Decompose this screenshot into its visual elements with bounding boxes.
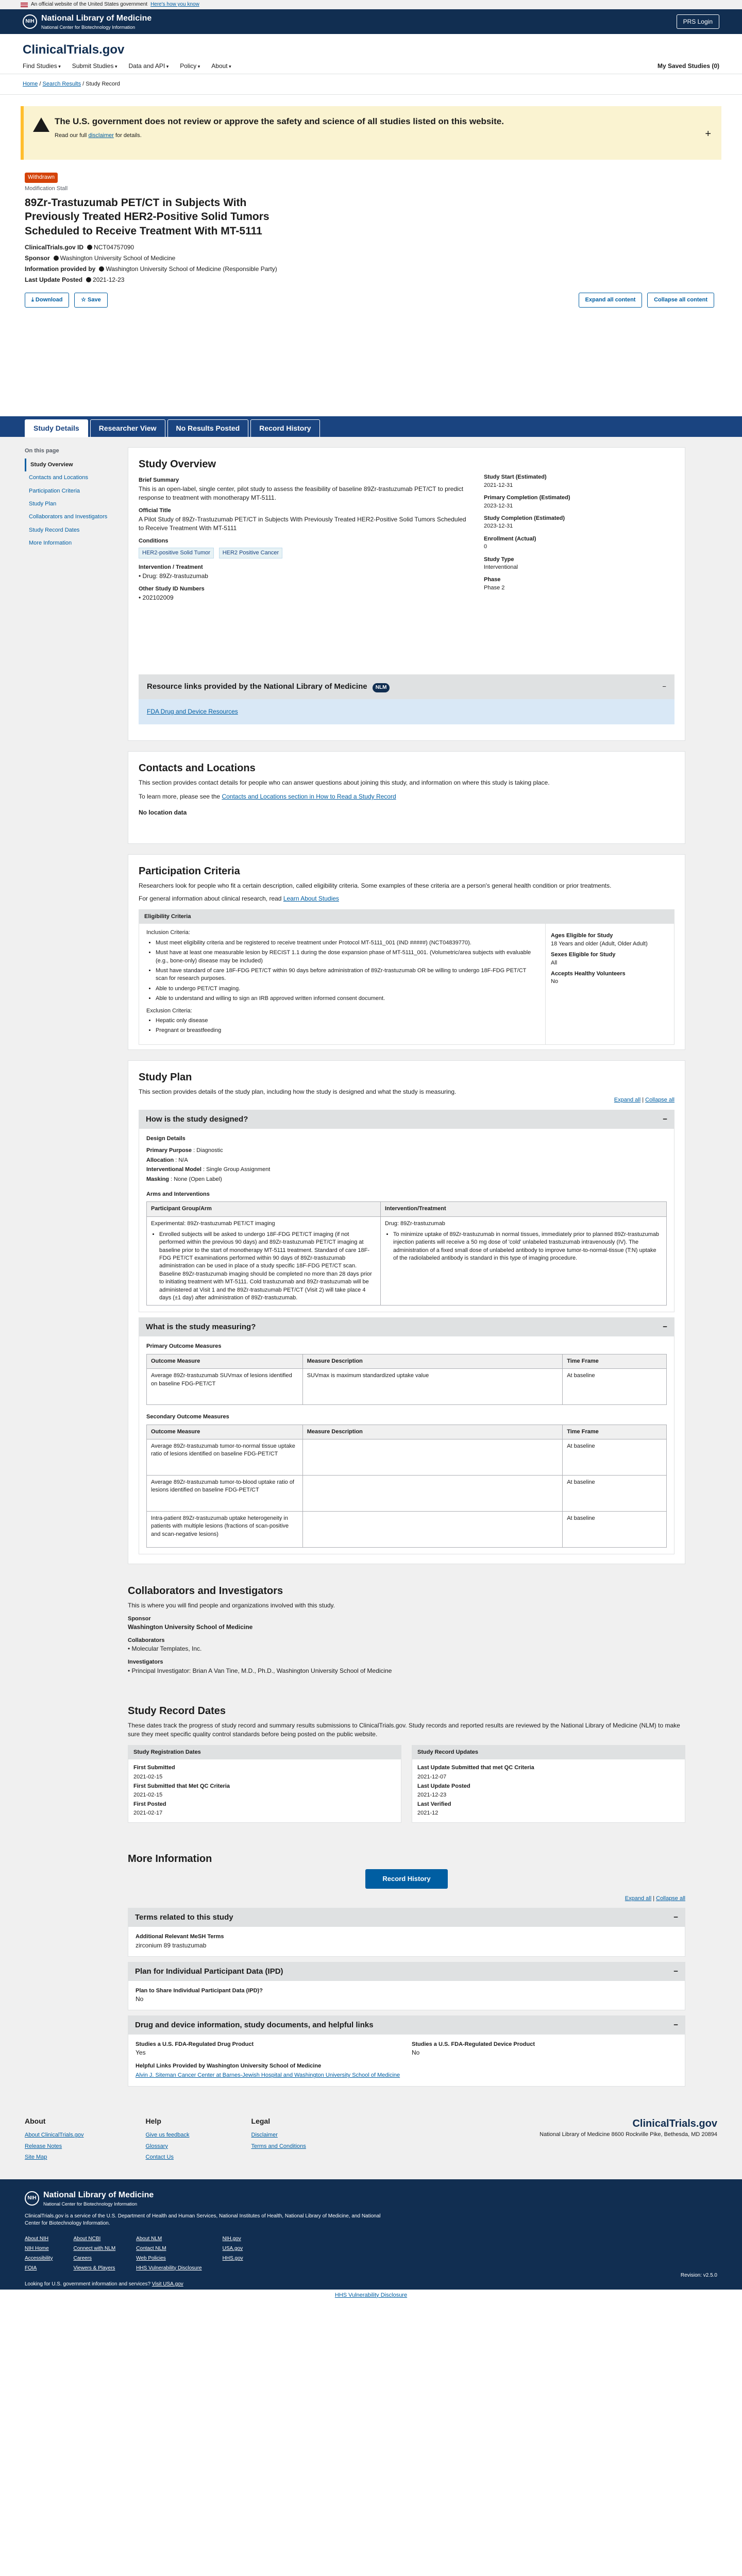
site-header	[0, 34, 742, 74]
status-note: Modification Stall	[25, 185, 68, 192]
exclusion-item: • Pregnant or breastfeeding	[156, 1027, 538, 1035]
us-flag-icon	[21, 3, 28, 7]
info-icon[interactable]	[54, 256, 59, 261]
collapse-icon: −	[673, 1913, 678, 1922]
study-header	[0, 160, 742, 437]
expand-alert-icon[interactable]: +	[705, 128, 711, 140]
footer-link[interactable]: Accessibility	[25, 2255, 53, 2261]
sidebar-item[interactable]: Collaborators and Investigators	[29, 514, 108, 520]
terms-accordion[interactable]: Terms related to this study −	[128, 1908, 685, 1927]
study-meta: ClinicalTrials.gov ID NCT04757090 Sponsor Washington University School of Medicine Information provided by Washington University School of Medicine (Responsible Party) Last Update Posted 2021-12-23	[25, 244, 277, 284]
footer-link[interactable]: Give us feedback	[145, 2132, 190, 2139]
collapse-icon: −	[673, 1967, 678, 1976]
drug-accordion[interactable]: Drug and device information, study documents, and helpful links −	[128, 2015, 685, 2035]
footer-link[interactable]: USA.gov	[222, 2245, 243, 2251]
usa-gov-link[interactable]: Visit USA.gov	[151, 2281, 183, 2287]
footer-link[interactable]: Disclaimer	[251, 2132, 278, 2139]
vulnerability-link[interactable]: HHS Vulnerability Disclosure	[334, 2292, 408, 2298]
download-button[interactable]: ⤓ Download	[25, 293, 69, 308]
collapse-icon[interactable]: −	[662, 683, 666, 691]
prs-login-button[interactable]: PRS Login	[677, 14, 719, 29]
inclusion-item: • Must have standard of care 18F-FDG PET/CT within 90 days before administration of 89Zr-trastuzumab OR be willing to undergo 18F-FDG PET/CT scan for research purposes.	[156, 967, 538, 983]
nlm-header	[0, 9, 742, 34]
nav-item[interactable]: Submit Studies ▾	[72, 62, 117, 71]
footer-logo: ClinicalTrials.gov National Library of Medicine 8600 Rockville Pike, Bethesda, MD 20894	[539, 2117, 717, 2138]
main-nav	[23, 62, 231, 71]
resource-title: Resource links provided by the National Library of Medicine	[147, 682, 367, 691]
footer-link[interactable]: Glossary	[145, 2143, 168, 2149]
intervention-desc: • To minimize uptake of 89Zr-trastuzumab in normal tissues, immediately prior to planned 89Zr-trastuzumab injection patients will receive a 50 mg dose of 'cold' unlabeled trastuzumab intravenously (IV). The administration of a fixed small dose of unlabeled antibody to improve tumor-to-normal-tissue (T:N) uptake of the radiolabeled antibody is standard in this type of imaging procedure.	[393, 1231, 662, 1263]
alert-title: The U.S. government does not review or approve the safety and science of all studies listed on this website.	[55, 116, 504, 127]
sidebar-title: On this page	[25, 448, 59, 454]
nav-item[interactable]: Data and API ▾	[128, 62, 168, 71]
inclusion-list	[156, 939, 538, 1003]
study-plan-card: Study Plan This section provides details of the study plan, including how the study is designed and what the study is measuring. Expand all | Collapse all How is the study designed? − Design Details Primary Purpose : Diagnostic Allocation : N/A Interventional Model : Single Group Assignment Masking : None (Open Label) Arms and Interventions Participant Group/Arm Intervention/Treatment Experimental: 89Zr-trastuzumab PET/CT imaging • Enrolled subjects will be asked to undergo 18F-FDG PET/CT imaging (if not performed within the previous 90 days) and 89Zr-trastuzumab PET/CT imaging at baseline prior to the start of monotherapy MT-5111 treatment. Standard of care 18F-FDG PET/CT examinations performed within 90 days of 89Zr-trastuzumab administration can be used in place of a study specific 18F-FDG PET/CT scan. Baseline 89Zr-trastuzumab imaging should be completed no more than 28 days prior to initiating treatment with MT-5111. Cold trastuzumab and 89Zr-trastuzumab will be administered at Visit 1 and the 89Zr-trastuzumab PET/CT (Visit 2) will take place 4 days (±1 day) after administration of 89Zr-trastuzumab. Drug: 89Zr-trastuzumab • To minimize uptake of 89Zr-trastuzumab in normal tissues, immediately prior to planned 89Zr-trastuzumab injection patients will receive a 50 mg dose of 'cold' unlabeled trastuzumab intravenously (IV). The administration of a fixed small dose of unlabeled antibody to improve tumor-to-normal-tissue (T:N) uptake of the radiolabeled antibody is standard in this type of imaging procedure. What is the study measuring? − Primary Outcome Measures Outcome Measure Measure Description Time Frame Average 89Zr-trastuzumab SUVmax of lesions identified on baseline FDG-PET/CT SUVmax is maximum standardized uptake value At baseline Secondary Outcome Measures Outcome Measure Measure Description Time Frame Average 89Zr-trastuzumab tumor-to-normal tissue uptake ratio of lesions identified on baseline FDG-PET/CT At baseline Average 89Zr-trastuzumab tumor-to-blood uptake ratio of lesions identified on baseline FDG-PET/CT At baseline Intra-patient 89Zr-trastuzumab uptake heterogeneity in patients with multiple lesions (fractions of scan-positive and scan-negative lesions) At baseline	[128, 1060, 685, 1564]
footer-link[interactable]: Site Map	[25, 2154, 47, 2161]
warning-icon	[33, 117, 49, 132]
page-title: 89Zr-Trastuzumab PET/CT in Subjects With Previously Treated HER2-Positive Solid Tumors Scheduled to Receive Treatment With MT-5111	[25, 197, 269, 237]
saved-studies-link[interactable]: My Saved Studies (0)	[657, 62, 719, 70]
resource-links	[139, 674, 674, 724]
collapse-all-button[interactable]: Collapse all content	[647, 293, 714, 308]
plan-collapse-all[interactable]: Collapse all	[645, 1097, 674, 1104]
inclusion-item: • Able to undergo PET/CT imaging.	[156, 985, 538, 993]
helpful-link[interactable]: Alvin J. Siteman Cancer Center at Barnes-Jewish Hospital and Washington University School of Medicine	[136, 2072, 400, 2079]
inclusion-item: • Must have at least one measurable lesion by RECIST 1.1 during the dose expansion phase of MT-5111_001. (Volumetric/area subjects with evaluable (e.g., bone-only) disease may be included)	[156, 949, 538, 965]
criteria-title: Participation Criteria	[139, 866, 240, 877]
alert-text: Read our full disclaimer for details.	[55, 132, 142, 139]
sidebar	[25, 437, 128, 2106]
more-card: More Information Record History Expand all | Collapse all Terms related to this study − Additional Relevant MeSH Terms zirconium 89 trastuzumab Plan for Individual Participant Data (IPD) − Plan to Share Individual Participant Data (IPD)? No Drug and device information, study documents, and helpful links − Studies a U.S. FDA-Regulated Drug Product Yes Studies a U.S. FDA-Regulated Device Product No Helpful Links Provided by Washington University School of Medicine Alvin J. Siteman Cancer Center at Barnes-Jewish Hospital and Washington University School of Medicine	[128, 1842, 685, 2096]
sidebar-item[interactable]: More Information	[29, 540, 72, 547]
footer-link[interactable]: Viewers & Players	[73, 2265, 115, 2271]
contacts-card: Contacts and Locations This section provides contact details for people who can answer questions about joining this study, and information on where this study is taking place. To learn more, please see the Contacts and Locations section in How to Read a Study Record No location data	[128, 751, 685, 844]
condition-tag[interactable]: HER2 Positive Cancer	[219, 548, 282, 558]
footer-link[interactable]: Terms and Conditions	[251, 2143, 306, 2149]
measure-accordion[interactable]: What is the study measuring? −	[139, 1317, 674, 1336]
secondary-outcomes-table: Outcome Measure Measure Description Time Frame Average 89Zr-trastuzumab tumor-to-normal tissue uptake ratio of lesions identified on baseline FDG-PET/CT At baseline Average 89Zr-trastuzumab tumor-to-blood uptake ratio of lesions identified on baseline FDG-PET/CT At baseline Intra-patient 89Zr-trastuzumab uptake heterogeneity in patients with multiple lesions (fractions of scan-positive and scan-negative lesions) At baseline	[146, 1425, 667, 1548]
footer-link[interactable]: FOIA	[25, 2265, 37, 2271]
record-history-button[interactable]: Record History	[365, 1869, 448, 1889]
nlm-logo-icon: NIH	[23, 14, 37, 29]
nlm-sub: National Center for Biotechnology Information	[41, 24, 136, 30]
condition-tag[interactable]: HER2-positive Solid Tumor	[139, 548, 214, 558]
eligibility-facts: Ages Eligible for Study 18 Years and older (Adult, Older Adult) Sexes Eligible for Study All Accepts Healthy Volunteers No	[545, 924, 674, 1044]
footer-nlm: NIH National Library of Medicine National Center for Biotechnology Information ClinicalTrials.gov is a service of the U.S. Department of Health and Human Services, National Institutes of Health, National Library of Medicine, and National Center for Biotechnology Information. About NIH NIH Home Accessibility FOIA About NCBI Connect with NLM Careers Viewers & Players About NLM Contact NLM Web Policies HHS Vulnerability Disclosure NIH.gov USA.gov HHS.gov Looking for U.S. government information and services? Visit USA.gov Revision: v2.5.0	[0, 2179, 742, 2290]
footer-link[interactable]: Contact NLM	[136, 2245, 166, 2251]
no-location: No location data	[139, 808, 187, 816]
contacts-title: Contacts and Locations	[139, 762, 256, 774]
nct-id: NCT04757090	[94, 244, 134, 251]
design-accordion[interactable]: How is the study designed? −	[139, 1110, 674, 1129]
breadcrumb: Home / Search Results / Study Record	[0, 74, 742, 95]
ipd-accordion[interactable]: Plan for Individual Participant Data (IPD) −	[128, 1962, 685, 1981]
inclusion-item: • Able to understand and willing to sign an IRB approved written informed consent document.	[156, 995, 538, 1003]
breadcrumb-search[interactable]: Search Results	[42, 81, 81, 87]
intervention: • Drug: 89Zr-trastuzumab	[139, 572, 208, 580]
tab-bar	[0, 416, 742, 437]
overview-card: Study Overview Brief Summary This is an open-label, single center, pilot study to assess the feasibility of baseline 89Zr-trastuzumab PET/CT to predict response to treatment with monotherapy MT-5111. Official Title A Pilot Study of 89Zr-Trastuzumab PET/CT in Subjects With Previously Treated HER2-Positive Solid Tumors Scheduled to Receive Treatment With MT-5111 Conditions HER2-positive Solid Tumor HER2 Positive Cancer Intervention / Treatment • Drug: 89Zr-trastuzumab Other Study ID Numbers • 202102009 Study Start (Estimated) 2021-12-31 Primary Completion (Estimated) 2023-12-31 Study Completion (Estimated) 2023-12-31 Enrollment (Actual) 0 Study Type Interventional Phase Phase 2 Resource links provided by the National Library of Medicine NLM − FDA Drug and Device Resources	[128, 447, 685, 741]
collapse-icon: −	[663, 1323, 667, 1332]
plan-expand-all[interactable]: Expand all	[614, 1097, 641, 1104]
tab-record-history[interactable]: Record History	[250, 419, 319, 437]
collapse-icon: −	[673, 2020, 678, 2029]
sidebar-item[interactable]: Study Record Dates	[29, 527, 80, 533]
footer-link[interactable]: About ClinicalTrials.gov	[25, 2132, 84, 2139]
expand-all-button[interactable]: Expand all content	[579, 293, 643, 308]
breadcrumb-current: Study Record	[86, 81, 120, 87]
gov-banner-text: An official website of the United States government	[31, 2, 148, 7]
disclaimer-alert	[21, 106, 721, 160]
update-dates: Last Update Submitted that met QC Criteria 2021-12-07 Last Update Posted 2021-12-23 Last Verified 2021-12	[417, 1765, 534, 1817]
footer-link[interactable]: NIH Home	[25, 2245, 49, 2251]
contacts-help-link[interactable]: Contacts and Locations section in How to Read a Study Record	[222, 793, 396, 801]
arm-name: Experimental: 89Zr-trastuzumab PET/CT imaging	[151, 1220, 275, 1227]
nlm-logo-icon: NIH	[25, 2191, 39, 2206]
gov-banner	[0, 0, 742, 9]
sidebar-item[interactable]: Contacts and Locations	[29, 474, 88, 481]
footer-grid	[25, 2235, 717, 2275]
more-title: More Information	[128, 1853, 212, 1865]
breadcrumb-home[interactable]: Home	[23, 81, 38, 87]
footer-link[interactable]: Careers	[73, 2255, 92, 2261]
main-content	[0, 437, 742, 2106]
footer-link[interactable]: HHS.gov	[222, 2255, 243, 2261]
sidebar-item[interactable]: Participation Criteria	[29, 487, 80, 494]
content-column	[128, 437, 685, 2106]
design-details	[146, 1146, 667, 1184]
intervention-name: Drug: 89Zr-trastuzumab	[385, 1220, 445, 1227]
tab-study-details[interactable]: Study Details	[25, 419, 88, 437]
nlm-name: National Library of Medicine	[41, 13, 152, 23]
info-icon[interactable]	[87, 245, 92, 250]
design-row: Masking : None (Open Label)	[146, 1176, 222, 1183]
inclusion-item: • Must meet eligibility criteria and be registered to receive treatment under Protocol MT-5111_001 (IND #####) (NCT04839770).	[156, 939, 538, 947]
design-row: Allocation : N/A	[146, 1157, 188, 1163]
footer-link[interactable]: About NIH	[25, 2235, 49, 2242]
footer-link[interactable]: Contact Us	[145, 2154, 174, 2161]
footer-links: About About ClinicalTrials.gov Release Notes Site Map Help Give us feedback Glossary Contact Us Legal Disclaimer Terms and Conditions ClinicalTrials.gov National Library of Medicine 8600 Rockville Pike, Bethesda, MD 20894	[0, 2106, 742, 2179]
overview-title: Study Overview	[139, 459, 216, 470]
info-icon[interactable]	[86, 277, 91, 282]
footer-link[interactable]: Web Policies	[136, 2255, 166, 2261]
exclusion-item: • Hepatic only disease	[156, 1017, 538, 1025]
eligibility-box: Eligibility Criteria Inclusion Criteria: • Must meet eligibility criteria and be registered to receive treatment under Protocol MT-5111_001 (IND #####) (NCT04839770). • Must have at least one measurable lesion by RECIST 1.1 during the dose expansion phase of MT-5111_001. (Volumetric/area subjects with evaluable (e.g., bone-only) disease may be included) • Must have standard of care 18F-FDG PET/CT within 90 days before administration of 89Zr-trastuzumab OR be willing to undergo 18F-FDG PET/CT scan for research purposes. • Able to undergo PET/CT imaging. • Able to understand and willing to sign an IRB approved written informed consent document. Exclusion Criteria: • Hepatic only disease • Pregnant or breastfeeding Ages Eligible for Study 18 Years and older (Adult, Older Adult) Sexes Eligible for Study All Accepts Healthy Volunteers No	[139, 909, 674, 1045]
nlm-logo-icon: NLM	[373, 683, 390, 692]
info-icon[interactable]	[99, 266, 104, 272]
disclaimer-link[interactable]: disclaimer	[88, 132, 114, 139]
footer-link[interactable]: HHS Vulnerability Disclosure	[136, 2265, 202, 2271]
registration-dates: First Submitted 2021-02-15 First Submitted that Met QC Criteria 2021-02-15 First Posted 2021-02-17	[133, 1765, 230, 1817]
footer-link[interactable]: About NLM	[136, 2235, 162, 2242]
sponsor: Washington University School of Medicine	[60, 255, 176, 262]
nlm-logo[interactable]	[23, 13, 151, 31]
footer-link[interactable]: About NCBI	[73, 2235, 101, 2242]
save-button[interactable]: ☆ Save	[74, 293, 108, 308]
dates-card: Study Record Dates These dates track the progress of study record and summary results submissions to ClinicalTrials.gov. Study records and reported results are reviewed by the National Library of Medicine (NLM) to make sure they meet specific quality control standards before being posted on the public website. Study Registration Dates First Submitted 2021-02-15 First Submitted that Met QC Criteria 2021-02-15 First Posted 2021-02-17 Study Record Updates Last Update Submitted that met QC Criteria 2021-12-07 Last Update Posted 2021-12-23 Last Verified 2021-12	[128, 1694, 685, 1832]
dates-title: Study Record Dates	[128, 1705, 226, 1717]
arms-table: Participant Group/Arm Intervention/Treatment Experimental: 89Zr-trastuzumab PET/CT imaging • Enrolled subjects will be asked to undergo 18F-FDG PET/CT imaging (if not performed within the previous 90 days) and 89Zr-trastuzumab PET/CT imaging at baseline prior to the start of monotherapy MT-5111 treatment. Standard of care 18F-FDG PET/CT examinations performed within 90 days of 89Zr-trastuzumab administration can be used in place of a study specific 18F-FDG PET/CT scan. Baseline 89Zr-trastuzumab imaging should be completed no more than 28 days prior to initiating treatment with MT-5111. Cold trastuzumab and 89Zr-trastuzumab will be administered at Visit 1 and the 89Zr-trastuzumab PET/CT (Visit 2) will take place 4 days (±1 day) after administration of 89Zr-trastuzumab. Drug: 89Zr-trastuzumab • To minimize uptake of 89Zr-trastuzumab in normal tissues, immediately prior to planned 89Zr-trastuzumab injection patients will receive a 50 mg dose of 'cold' unlabeled trastuzumab intravenously (IV). The administration of a fixed small dose of unlabeled antibody to improve tumor-to-normal-tissue (T:N) uptake of the radiolabeled antibody is standard in this type of imaging procedure.	[146, 1201, 667, 1306]
primary-outcomes-table: Outcome Measure Measure Description Time Frame Average 89Zr-trastuzumab SUVmax of lesions identified on baseline FDG-PET/CT SUVmax is maximum standardized uptake value At baseline	[146, 1354, 667, 1405]
brief-summary: This is an open-label, single center, pilot study to assess the feasibility of baseline 89Zr-trastuzumab PET/CT to predict response to treatment with monotherapy MT-5111.	[139, 485, 464, 501]
last-update: 2021-12-23	[93, 276, 125, 284]
footer-link[interactable]: Connect with NLM	[73, 2245, 116, 2251]
other-ids: • 202102009	[139, 594, 174, 601]
official-title: A Pilot Study of 89Zr-Trastuzumab PET/CT in Subjects With Previously Treated HER2-Positive Solid Tumors Scheduled to Receive Treatment With MT-5111	[139, 515, 466, 532]
tab-no-results[interactable]: No Results Posted	[167, 419, 249, 437]
more-expand-all[interactable]: Expand all	[625, 1895, 652, 1902]
table-row: Intra-patient 89Zr-trastuzumab uptake heterogeneity in patients with multiple lesions (fractions of scan-positive and scan-negative lesions) At baseline	[147, 1511, 667, 1547]
nav-item[interactable]: Find Studies ▾	[23, 62, 61, 71]
fda-resource-link[interactable]: FDA Drug and Device Resources	[147, 708, 238, 716]
gov-banner-link[interactable]: Here's how you know	[150, 2, 199, 7]
plan-title: Study Plan	[139, 1072, 192, 1083]
table-row: Average 89Zr-trastuzumab tumor-to-normal tissue uptake ratio of lesions identified on baseline FDG-PET/CT At baseline	[147, 1439, 667, 1475]
exclusion-list	[156, 1017, 538, 1035]
design-row: Interventional Model : Single Group Assignment	[146, 1166, 271, 1173]
overview-facts: Study Start (Estimated) 2021-12-31 Primary Completion (Estimated) 2023-12-31 Study Completion (Estimated) 2023-12-31 Enrollment (Actual) 0 Study Type Interventional Phase Phase 2	[484, 474, 570, 591]
collapse-icon: −	[663, 1114, 667, 1124]
sidebar-item[interactable]: Study Plan	[29, 500, 57, 507]
table-row: Average 89Zr-trastuzumab SUVmax of lesions identified on baseline FDG-PET/CT SUVmax is maximum standardized uptake value At baseline	[147, 1369, 667, 1405]
design-row: Primary Purpose : Diagnostic	[146, 1147, 223, 1154]
tab-researcher-view[interactable]: Researcher View	[90, 419, 165, 437]
footer-link[interactable]: Release Notes	[25, 2143, 62, 2149]
collab-title: Collaborators and Investigators	[128, 1585, 283, 1597]
site-logo[interactable]: ClinicalTrials.gov	[23, 43, 125, 57]
sidebar-item[interactable]: Study Overview	[25, 459, 128, 471]
nav-item[interactable]: Policy ▾	[180, 62, 200, 71]
learn-studies-link[interactable]: Learn About Studies	[283, 895, 339, 903]
status-badge: Withdrawn	[25, 173, 58, 182]
nav-item[interactable]: About ▾	[211, 62, 231, 71]
more-collapse-all[interactable]: Collapse all	[656, 1895, 685, 1902]
footer-link[interactable]: NIH.gov	[222, 2235, 241, 2242]
criteria-card: Participation Criteria Researchers look for people who fit a certain description, called eligibility criteria. Some examples of these criteria are a person's general health condition or prior treatments. For general information about clinical research, read Learn About Studies Eligibility Criteria Inclusion Criteria: • Must meet eligibility criteria and be registered to receive treatment under Protocol MT-5111_001 (IND #####) (NCT04839770). • Must have at least one measurable lesion by RECIST 1.1 during the dose expansion phase of MT-5111_001. (Volumetric/area subjects with evaluable (e.g., bone-only) disease may be included) • Must have standard of care 18F-FDG PET/CT within 90 days before administration of 89Zr-trastuzumab OR be willing to undergo 18F-FDG PET/CT scan for research purposes. • Able to undergo PET/CT imaging. • Able to understand and willing to sign an IRB approved written informed consent document. Exclusion Criteria: • Hepatic only disease • Pregnant or breastfeeding Ages Eligible for Study 18 Years and older (Adult, Older Adult) Sexes Eligible for Study All Accepts Healthy Volunteers No	[128, 854, 685, 1050]
arm-desc: • Enrolled subjects will be asked to undergo 18F-FDG PET/CT imaging (if not performed within the previous 90 days) and 89Zr-trastuzumab PET/CT imaging at baseline prior to the start of monotherapy MT-5111 treatment. Standard of care 18F-FDG PET/CT examinations performed within 90 days of 89Zr-trastuzumab administration can be used in place of a study specific 18F-FDG PET/CT scan. Baseline 89Zr-trastuzumab imaging should be completed no more than 28 days prior to initiating treatment with MT-5111. Cold trastuzumab and 89Zr-trastuzumab will be administered at Visit 1 and the 89Zr-trastuzumab PET/CT (Visit 2) will take place 4 days (±1 day) after administration of 89Zr-trastuzumab.	[159, 1231, 376, 1302]
collab-card: Collaborators and Investigators This is where you will find people and organizations involved with this study. Sponsor Washington University School of Medicine Collaborators • Molecular Templates, Inc. Investigators • Principal Investigator: Brian A Van Tine, M.D., Ph.D., Washington University School of Medicine	[128, 1574, 685, 1684]
footer-nlm-logo[interactable]: NIH National Library of Medicine National Center for Biotechnology Information	[25, 2190, 717, 2208]
info-provider: Washington University School of Medicine (Responsible Party)	[106, 265, 277, 273]
table-row: Average 89Zr-trastuzumab tumor-to-blood uptake ratio of lesions identified on baseline FDG-PET/CT At baseline	[147, 1475, 667, 1511]
